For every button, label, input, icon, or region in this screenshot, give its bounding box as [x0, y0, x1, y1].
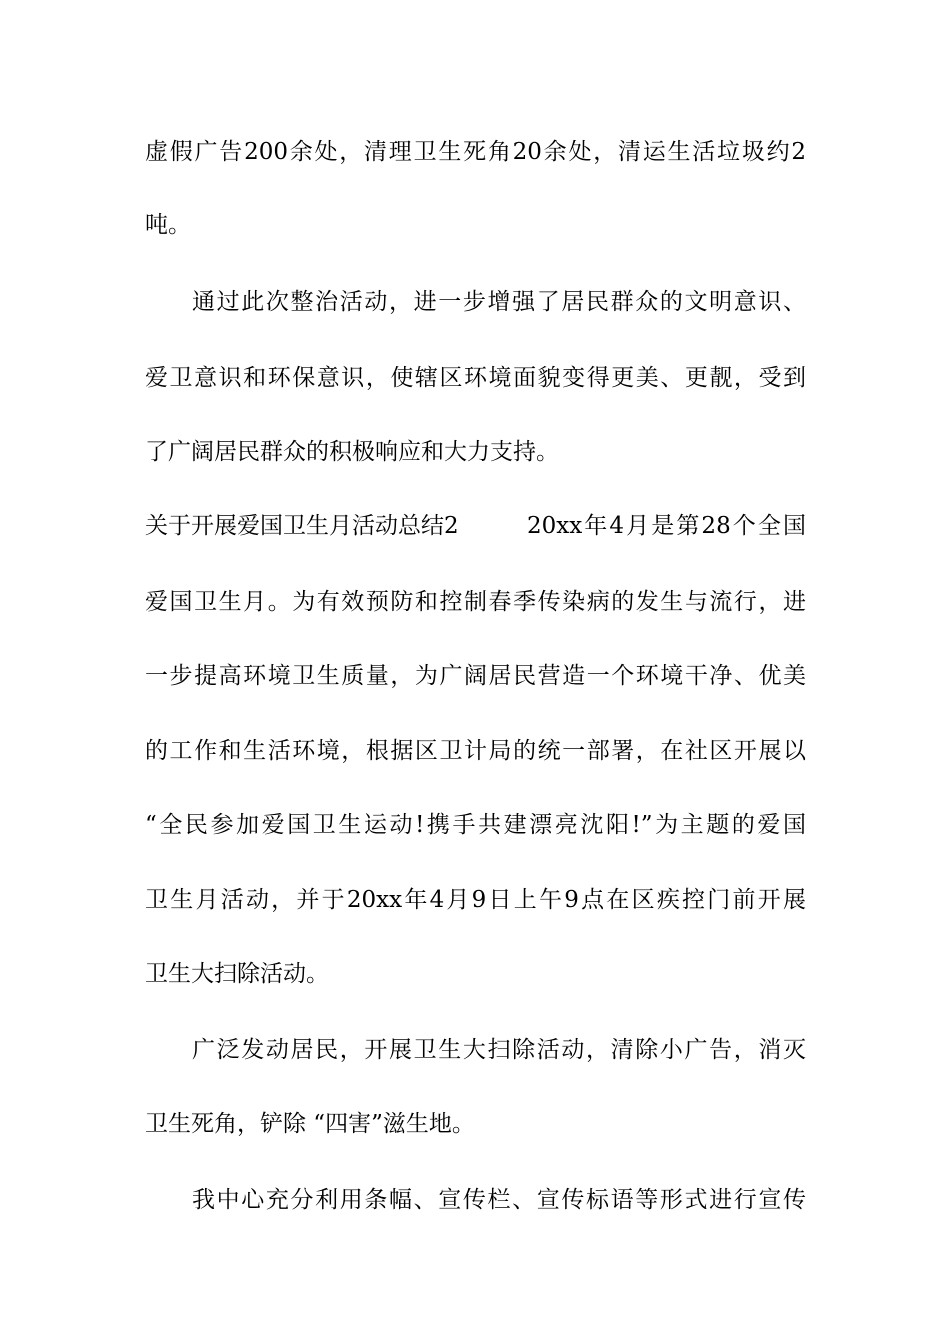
paragraph-line-2: 爱卫意识和环保意识，使辖区环境面貌变得更美、更靓，受到: [145, 365, 806, 391]
section-heading-line: [145, 506, 806, 546]
paragraph-line-6: 的工作和生活环境，根据区卫计局的统一部署，在社区开展以: [145, 738, 806, 764]
text-line-2: 吨。: [145, 212, 191, 238]
paragraph-line-1: 通过此次整治活动，进一步增强了居民群众的文明意识、: [192, 289, 806, 315]
paragraph-line-10: 广泛发动居民，开展卫生大扫除活动，清除小广告，消灭: [192, 1037, 806, 1063]
paragraph-line-11: 卫生死角，铲除 “四害”滋生地。: [145, 1111, 475, 1137]
paragraph-line-3: 了广阔居民群众的积极响应和大力支持。: [145, 439, 559, 465]
section-title: 关于开展爱国卫生月活动总结2: [145, 513, 459, 539]
paragraph-line-5: 一步提高环境卫生质量，为广阔居民营造一个环境干净、优美: [145, 663, 806, 689]
paragraph-line-12: 我中心充分利用条幅、宣传栏、宣传标语等形式进行宣传: [192, 1187, 806, 1213]
paragraph-line-8: 卫生月活动，并于20xx年4月9日上午9点在区疾控门前开展: [145, 887, 806, 913]
text-line-1: 虚假广告200余处，清理卫生死角20余处，清运生活垃圾约2: [145, 139, 806, 165]
section-intro-start: 20xx年4月是第28个全国: [527, 513, 806, 539]
paragraph-line-7: “全民参加爱国卫生运动!携手共建漂亮沈阳!”为主题的爱国: [145, 812, 806, 838]
paragraph-line-9: 卫生大扫除活动。: [145, 961, 329, 987]
paragraph-line-4: 爱国卫生月。为有效预防和控制春季传染病的发生与流行，进: [145, 589, 806, 615]
